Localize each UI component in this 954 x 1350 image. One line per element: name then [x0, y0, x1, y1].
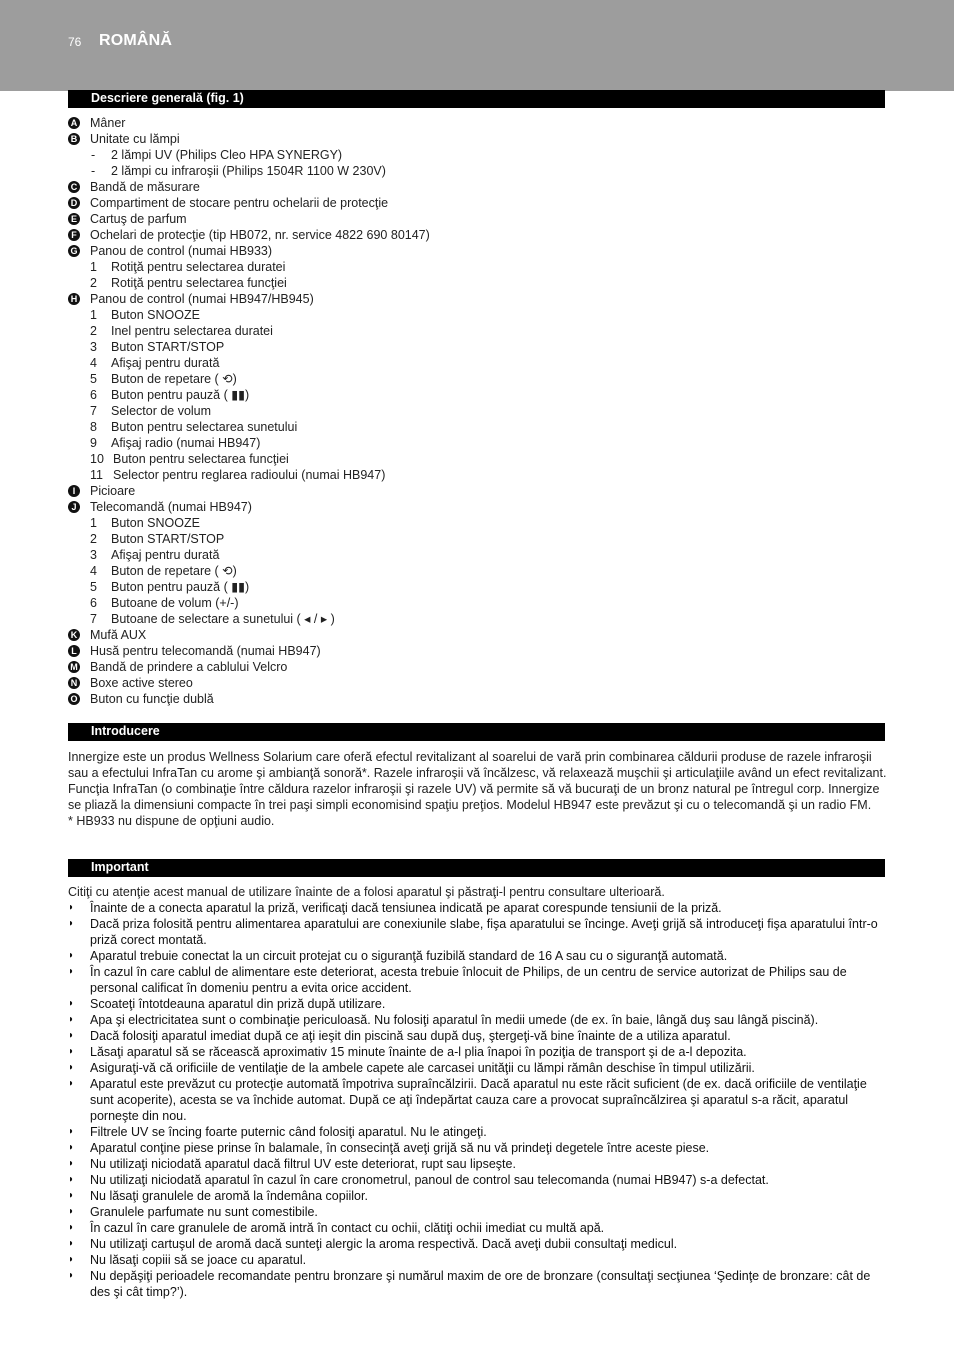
bullet-text: Scoateţi întotdeauna aparatul din priză după utilizare.: [90, 997, 386, 1011]
overview-item: [68, 419, 888, 435]
bullet-text: Nu utilizaţi niciodată aparatul în cazul în care cronometrul, panoul de control sau telecomanda (numai HB947) s-a defectat.: [90, 1173, 769, 1187]
letter-badge: E: [68, 213, 80, 225]
letter-badge: C: [68, 181, 80, 193]
item-label: Panou de control (numai HB933): [90, 244, 273, 258]
overview-item: [68, 147, 888, 163]
sub-item-label: Afişaj radio (numai HB947): [111, 436, 261, 450]
sub-item-number: 8: [90, 420, 97, 434]
overview-item: [68, 563, 888, 579]
important-bullet-item: [68, 1028, 888, 1044]
bullet-icon: ◗: [68, 950, 75, 961]
item-label: Boxe active stereo: [90, 676, 193, 690]
section-heading-overview: [68, 90, 885, 108]
overview-item: [68, 579, 888, 595]
item-label: Ochelari de protecţie (tip HB072, nr. service 4822 690 80147): [90, 228, 430, 242]
item-label: Buton cu funcţie dublă: [90, 692, 214, 706]
sub-item-number: 3: [90, 548, 97, 562]
sub-item-label: Buton SNOOZE: [111, 516, 200, 530]
intro-paragraph: * HB933 nu dispune de opţiuni audio.: [68, 814, 275, 828]
bullet-icon: ◗: [68, 1174, 75, 1185]
overview-item: [68, 371, 888, 387]
bullet-text: Apa şi electricitatea sunt o combinaţie periculoasă. Nu folosiţi aparatul în medii umede (de ex. în baie, lângă duş sau lângă piscină).: [90, 1013, 819, 1027]
bullet-text: Dacă folosiţi aparatul imediat după ce aţi ieşit din piscină sau după duş, ştergeţi-vă bine înainte de a utiliza aparatul.: [90, 1029, 731, 1043]
bullet-icon: ◗: [68, 1126, 75, 1137]
overview-item: [68, 211, 888, 227]
sub-item-label: Buton de repetare ( ⟲): [111, 372, 237, 386]
sub-item-number: 2: [90, 324, 97, 338]
sub-item-label: Buton pentru selectarea sunetului: [111, 420, 298, 434]
overview-item: [68, 451, 888, 467]
sub-item-number: 4: [90, 356, 97, 370]
sub-item-number: 9: [90, 436, 97, 450]
item-label: Telecomandă (numai HB947): [90, 500, 252, 514]
important-bullet-item: [68, 1268, 888, 1300]
sub-item-number: 2: [90, 276, 97, 290]
important-bullet-item: [68, 1044, 888, 1060]
important-bullet-item: [68, 1124, 888, 1140]
item-label: Unitate cu lămpi: [90, 132, 180, 146]
sub-item-label: Rotiţă pentru selectarea duratei: [111, 260, 286, 274]
overview-item: [68, 691, 888, 707]
sub-item-number: 6: [90, 388, 97, 402]
bullet-text: Asiguraţi-vă că orificiile de ventilaţie de la ambele capete ale carcasei unităţii cu lămpi rămân deschise în timpul utilizării.: [90, 1061, 755, 1075]
item-label: Husă pentru telecomandă (numai HB947): [90, 644, 321, 658]
item-label: Bandă de măsurare: [90, 180, 200, 194]
important-bullet-item: [68, 1188, 888, 1204]
sub-item-label: Selector de volum: [111, 404, 212, 418]
sub-item-label: 2 lămpi cu infraroşii (Philips 1504R 1100 W 230V): [111, 164, 386, 178]
page-number: 76: [68, 35, 82, 49]
item-label: Picioare: [90, 484, 136, 498]
letter-badge: O: [68, 693, 80, 705]
bullet-text: Înainte de a conecta aparatul la priză, verificaţi dacă tensiunea indicată pe aparat corespunde tensiunii de la priză.: [90, 901, 722, 915]
important-bullet-item: [68, 1156, 888, 1172]
bullet-text: Nu utilizaţi cartuşul de aromă dacă sunteţi alergic la aroma respectivă. Dacă aveţi dubii consultaţi medicul.: [90, 1237, 678, 1251]
dash-marker: -: [91, 164, 96, 178]
sub-item-label: Buton START/STOP: [111, 340, 225, 354]
overview-item: [68, 115, 888, 131]
important-bullet-item: [68, 1236, 888, 1252]
overview-item: [68, 403, 888, 419]
letter-badge: G: [68, 245, 80, 257]
bullet-icon: ◗: [68, 1046, 75, 1057]
overview-item: [68, 323, 888, 339]
important-bullet-item: [68, 1140, 888, 1156]
overview-item: [68, 611, 888, 627]
overview-item: [68, 259, 888, 275]
bullet-icon: ◗: [68, 918, 75, 929]
sub-item-number: 4: [90, 564, 97, 578]
language-heading: ROMÂNĂ: [99, 32, 173, 49]
section-heading-intro: [68, 723, 885, 741]
letter-badge: K: [68, 629, 80, 641]
bullet-icon: ◗: [68, 1078, 75, 1089]
letter-badge: M: [68, 661, 80, 673]
bullet-icon: ◗: [68, 1030, 75, 1041]
letter-badge: B: [68, 133, 80, 145]
overview-item: [68, 467, 888, 483]
overview-item: [68, 675, 888, 691]
important-bullet-item: [68, 964, 888, 996]
letter-badge: I: [68, 485, 80, 497]
letter-badge: N: [68, 677, 80, 689]
sub-item-number: 5: [90, 580, 97, 594]
bullet-icon: ◗: [68, 1062, 75, 1073]
important-bullet-item: [68, 948, 888, 964]
important-intro: Citiţi cu atenţie acest manual de utilizare înainte de a folosi aparatul şi păstraţi-l pentru consultare ulterioară.: [68, 885, 665, 899]
bullet-icon: ◗: [68, 1254, 75, 1265]
overview-item: [68, 227, 888, 243]
overview-item: [68, 435, 888, 451]
sub-item-number: 7: [90, 612, 97, 626]
section-title: Descriere generală (fig. 1): [91, 91, 244, 105]
dash-marker: -: [91, 148, 96, 162]
sub-item-number: 1: [90, 516, 97, 530]
overview-item: [68, 243, 888, 259]
item-label: Bandă de prindere a cablului Velcro: [90, 660, 288, 674]
bullet-icon: ◗: [68, 1222, 75, 1233]
sub-item-number: 1: [90, 260, 97, 274]
overview-item: [68, 163, 888, 179]
important-bullet-item: [68, 1204, 888, 1220]
sub-item-label: Buton de repetare ( ⟲): [111, 564, 237, 578]
letter-badge: D: [68, 197, 80, 209]
important-bullet-item: [68, 1252, 888, 1268]
sub-item-number: 3: [90, 340, 97, 354]
bullet-text: Filtrele UV se încing foarte puternic când folosiţi aparatul. Nu le atingeţi.: [90, 1125, 487, 1139]
sub-item-label: Buton pentru pauză ( ▮▮): [111, 580, 250, 594]
bullet-icon: ◗: [68, 902, 75, 913]
overview-item: [68, 659, 888, 675]
letter-badge: F: [68, 229, 80, 241]
bullet-text: Nu depăşiţi perioadele recomandate pentru bronzare şi numărul maxim de ore de bronzare (consultaţi secţiunea ‘Şedinţe de bronzare: cât de des şi cât timp?’).: [90, 1269, 871, 1299]
bullet-text: În cazul în care granulele de aromă intră în contact cu ochii, clătiţi ochii imediat cu multă apă.: [90, 1221, 605, 1235]
overview-item: [68, 291, 888, 307]
important-bullet-list: [68, 900, 888, 1300]
important-bullet-item: [68, 1012, 888, 1028]
item-label: Compartiment de stocare pentru ochelarii de protecţie: [90, 196, 389, 210]
sub-item-label: Afişaj pentru durată: [111, 356, 220, 370]
bullet-text: Nu lăsaţi granulele de aromă la îndemâna copiilor.: [90, 1189, 368, 1203]
bullet-icon: ◗: [68, 1238, 75, 1249]
sub-item-label: Selector pentru reglarea radioului (numai HB947): [113, 468, 386, 482]
bullet-text: Nu utilizaţi niciodată aparatul dacă filtrul UV este deteriorat, rupt sau lipseşte.: [90, 1157, 516, 1171]
overview-item: [68, 387, 888, 403]
overview-item: [68, 547, 888, 563]
item-label: Panou de control (numai HB947/HB945): [90, 292, 314, 306]
sub-item-number: 6: [90, 596, 97, 610]
bullet-text: Aparatul conţine piese prinse în balamale, în consecinţă aveţi grijă să nu vă prindeţi degetele între aceste piese.: [90, 1141, 710, 1155]
important-bullet-item: [68, 916, 888, 948]
bullet-icon: ◗: [68, 1190, 75, 1201]
bullet-icon: ◗: [68, 998, 75, 1009]
bullet-icon: ◗: [68, 1270, 75, 1281]
letter-badge: A: [68, 117, 80, 129]
overview-item: [68, 483, 888, 499]
bullet-text: Lăsaţi aparatul să se răcească aproximativ 15 minute înainte de a-l plia înapoi în poziţia de transport şi de a-l depozita.: [90, 1045, 747, 1059]
letter-badge: H: [68, 293, 80, 305]
sub-item-number: 7: [90, 404, 97, 418]
important-bullet-item: [68, 1060, 888, 1076]
bullet-text: Aparatul este prevăzut cu protecţie automată împotriva supraîncălzirii. Dacă aparatul nu este răcit suficient (de ex. dacă orificiile de ventilaţie sunt acoperite), acesta se va închide automat. După ce aţi îndepărtat cauza care a provocat supraîncălzirea şi aparatul s-a răcit, aparatul porneşte din nou.: [90, 1077, 867, 1123]
sub-item-number: 10: [90, 452, 104, 466]
sub-item-label: Butoane de volum (+/-): [111, 596, 239, 610]
bullet-icon: ◗: [68, 1158, 75, 1169]
sub-item-label: Buton START/STOP: [111, 532, 225, 546]
important-bullet-item: [68, 1076, 888, 1124]
overview-item: [68, 355, 888, 371]
bullet-icon: ◗: [68, 1206, 75, 1217]
overview-list: [68, 115, 888, 707]
intro-text: [68, 749, 888, 829]
important-bullet-item: [68, 996, 888, 1012]
sub-item-number: 1: [90, 308, 97, 322]
intro-paragraph: Innergize este un produs Wellness Solarium care oferă efectul revitalizant al soarelui de vară prin combinarea căldurii produse de razele infraroşii sau a efectului InfraTan cu arome şi ambianţă sonoră*. Razele infraroşii vă încălzesc, vă relaxează muşchii şi articulaţiile având un efect revitalizant. Funcţia InfraTan (o combinaţie între căldura razelor infraroşii şi razele UV) vă permite să vă bucuraţi de un bronz natural pe întregul corp. Innergize se pliază la dimensiuni compacte în trei paşi simpli economisind spaţiu preţios. Modelul HB947 este prevăzut şi cu o telecomandă şi un radio FM.: [68, 750, 887, 812]
bullet-text: Nu lăsaţi copiii să se joace cu aparatul.: [90, 1253, 307, 1267]
overview-item: [68, 179, 888, 195]
overview-item: [68, 515, 888, 531]
bullet-text: Granulele parfumate nu sunt comestibile.: [90, 1205, 318, 1219]
sub-item-number: 5: [90, 372, 97, 386]
overview-item: [68, 627, 888, 643]
letter-badge: J: [68, 501, 80, 513]
sub-item-label: Buton pentru pauză ( ▮▮): [111, 388, 250, 402]
overview-item: [68, 339, 888, 355]
item-label: Cartuş de parfum: [90, 212, 187, 226]
section-title: Introducere: [91, 724, 160, 738]
sub-item-label: Butoane de selectare a sunetului ( ◂ / ▸ ): [111, 612, 335, 626]
section-title: Important: [91, 860, 149, 874]
sub-item-number: 11: [90, 468, 103, 482]
bullet-text: În cazul în care cablul de alimentare este deteriorat, acesta trebuie înlocuit de Philips, de un centru de service autorizat de Philips sau de personal calificat în domeniu pentru a evita orice accident.: [90, 965, 847, 995]
important-bullet-item: [68, 900, 888, 916]
sub-item-label: Inel pentru selectarea duratei: [111, 324, 273, 338]
sub-item-number: 2: [90, 532, 97, 546]
overview-item: [68, 643, 888, 659]
sub-item-label: 2 lămpi UV (Philips Cleo HPA SYNERGY): [111, 148, 343, 162]
important-bullet-item: [68, 1172, 888, 1188]
bullet-icon: ◗: [68, 1014, 75, 1025]
overview-item: [68, 195, 888, 211]
item-label: Mufă AUX: [90, 628, 147, 642]
item-label: Mâner: [90, 116, 126, 130]
overview-item: [68, 307, 888, 323]
sub-item-label: Buton pentru selectarea funcţiei: [113, 452, 289, 466]
overview-item: [68, 131, 888, 147]
overview-item: [68, 499, 888, 515]
bullet-text: Aparatul trebuie conectat la un circuit protejat cu o siguranţă fuzibilă standard de 16 A sau cu o siguranţă automată.: [90, 949, 728, 963]
overview-item: [68, 275, 888, 291]
overview-item: [68, 595, 888, 611]
bullet-text: Dacă priza folosită pentru alimentarea aparatului are conexiunile slabe, fişa aparatului se încinge. Aveţi grijă să introduceţi fişa aparatului într-o priză corect montată.: [90, 917, 878, 947]
sub-item-label: Buton SNOOZE: [111, 308, 200, 322]
overview-item: [68, 531, 888, 547]
bullet-icon: ◗: [68, 966, 75, 977]
important-bullet-item: [68, 1220, 888, 1236]
sub-item-label: Afişaj pentru durată: [111, 548, 220, 562]
letter-badge: L: [68, 645, 80, 657]
sub-item-label: Rotiţă pentru selectarea funcţiei: [111, 276, 287, 290]
bullet-icon: ◗: [68, 1142, 75, 1153]
section-heading-important: [68, 859, 885, 877]
page-header-band: [0, 0, 954, 91]
